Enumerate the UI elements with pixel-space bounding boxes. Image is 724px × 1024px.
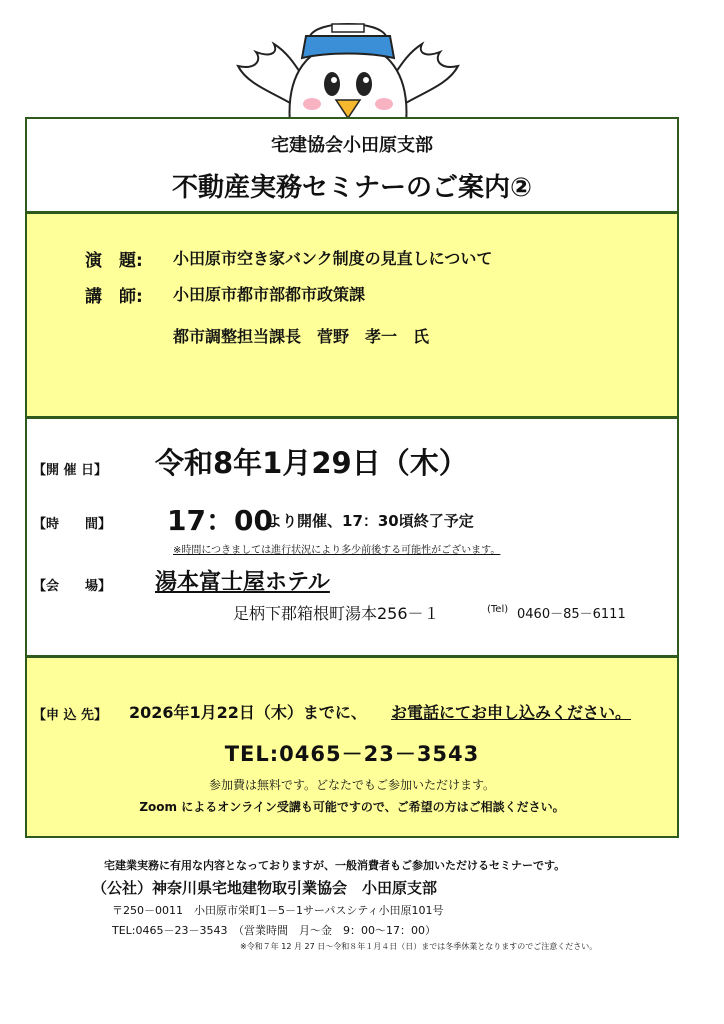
event-info-box — [25, 417, 679, 657]
zoom-note: Zoom によるオンライン受講も可能ですので、ご希望の方はご相談ください。 — [139, 800, 565, 814]
subject-text: 小田原市空き家バンク制度の見直しについて — [173, 249, 493, 268]
venue-tel: 0460－85－6111 — [517, 607, 626, 622]
seagull-mascot-icon — [228, 14, 468, 124]
venue-tel-mark: (Tel) — [487, 604, 509, 615]
subject-label: 演 題: — [85, 251, 143, 271]
date-label: 【開 催 日】 — [33, 463, 108, 478]
footer-org: （公社）神奈川県宅地建物取引業協会 小田原支部 — [92, 879, 438, 897]
footer-intro: 宅建業実務に有用な内容となっておりますが、一般消費者もご参加いただけるセミナーです。 — [104, 859, 566, 872]
time-rest: より開催、17：30頃終了予定 — [267, 512, 474, 530]
footer-address: 〒250－0011 小田原市栄町1－5－1サーパスシティ小田原101号 — [112, 904, 444, 917]
apply-label: 【申 込 先】 — [33, 708, 108, 723]
lecturer-dept: 小田原市都市部都市政策課 — [173, 285, 366, 304]
lecturer-label: 講 師: — [85, 287, 143, 307]
footer-holiday-note: ※令和７年 12 月 27 日～令和８年１月４日（日）までは冬季休業となりますのでご注意ください。 — [240, 942, 598, 951]
application-box — [25, 656, 679, 838]
time-note: ※時間につきましては進行状況により多少前後する可能性がございます。 — [173, 545, 501, 556]
time-main: 17：00 — [167, 504, 273, 537]
lecturer-name: 都市調整担当課長 菅野 孝一 氏 — [173, 327, 430, 346]
venue-label: 【会 場】 — [33, 579, 112, 594]
venue-address: 足柄下郡箱根町湯本256－１ — [233, 604, 440, 623]
org-name: 宅建協会小田原支部 — [271, 135, 433, 156]
time-label: 【時 間】 — [33, 517, 112, 532]
apply-deadline: 2026年1月22日（木）までに、 — [129, 703, 367, 722]
header-box — [25, 117, 679, 213]
footer-tel: TEL:0465－23－3543 （営業時間 月～金 9：00～17：00） — [112, 924, 436, 937]
event-date: 令和8年1月29日（木） — [155, 446, 468, 480]
topic-box — [25, 212, 679, 418]
page-title: 不動産実務セミナーのご案内② — [171, 173, 532, 203]
venue-name: 湯本富士屋ホテル — [155, 570, 330, 595]
fee-note: 参加費は無料です。どなたでもご参加いただけます。 — [208, 778, 496, 792]
apply-method: お電話にてお申し込みください。 — [391, 703, 632, 722]
apply-tel: TEL:0465－23－3543 — [224, 742, 480, 766]
